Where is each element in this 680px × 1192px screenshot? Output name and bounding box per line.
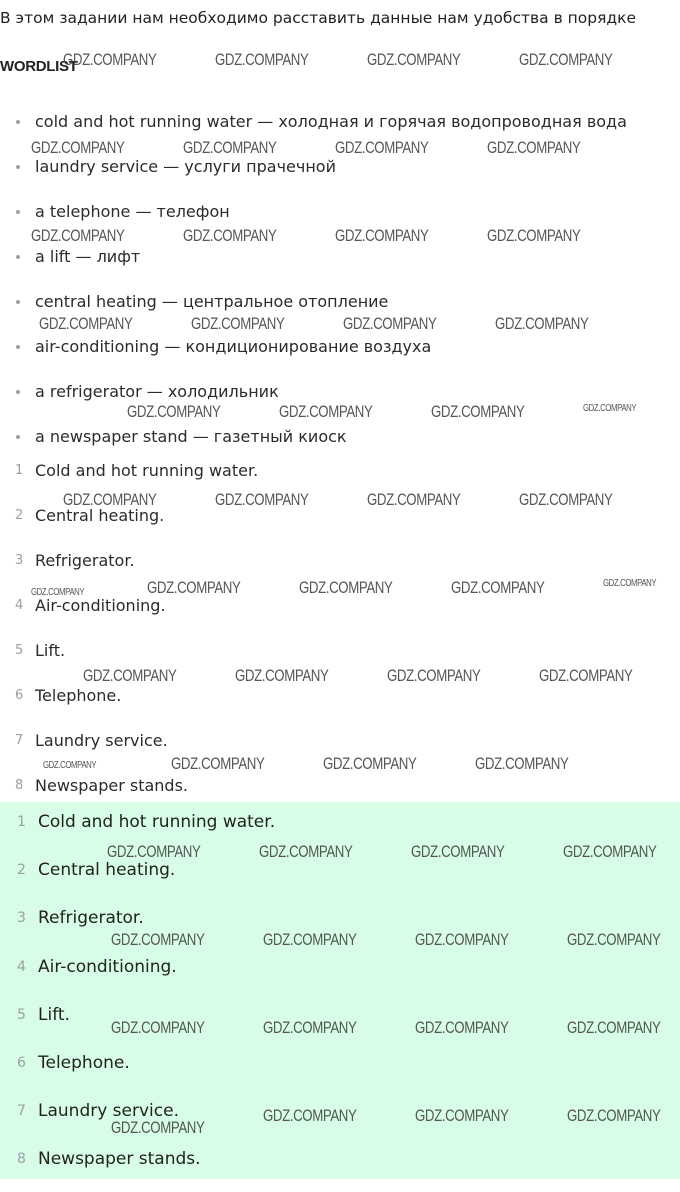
wordlist-entry: a telephone — телефон [35, 202, 230, 221]
wordlist-entry: air-conditioning — кондиционирование воздуха [35, 337, 432, 356]
watermark-text: GDZ.COMPANY [263, 1106, 357, 1125]
watermark-text: GDZ.COMPANY [83, 666, 177, 685]
answer-text: Telephone. [38, 1052, 130, 1073]
watermark-text: GDZ.COMPANY [367, 50, 461, 69]
watermark-text: GDZ.COMPANY [235, 666, 329, 685]
watermark-text: GDZ.COMPANY [387, 666, 481, 685]
watermark-text: GDZ.COMPANY [111, 930, 205, 949]
item-number: 4 [17, 958, 26, 975]
item-number: 6 [17, 1054, 26, 1071]
item-number: 7 [17, 1103, 26, 1120]
watermark-text: GDZ.COMPANY [519, 490, 613, 509]
watermark-text: GDZ.COMPANY [495, 314, 589, 333]
watermark-text: GDZ.COMPANY [563, 842, 657, 861]
watermark-text: GDZ.COMPANY [63, 490, 157, 509]
watermark-text: GDZ.COMPANY [451, 578, 545, 597]
answer-item [0, 1143, 275, 1191]
item-number: 6 [15, 688, 24, 703]
watermark-text: GDZ.COMPANY [263, 930, 357, 949]
wordlist-entry: a refrigerator — холодильник [35, 382, 279, 401]
watermark-text: GDZ.COMPANY [539, 666, 633, 685]
watermark-text: GDZ.COMPANY [567, 930, 661, 949]
watermark-text: GDZ.COMPANY [215, 490, 309, 509]
wordlist-heading: WORDLIST [0, 58, 78, 75]
list-item [0, 333, 627, 378]
ranking-text: Cold and hot running water. [35, 461, 259, 480]
watermark-text: GDZ.COMPANY [191, 314, 285, 333]
watermark-text: GDZ.COMPANY [603, 578, 657, 589]
watermark-text: GDZ.COMPANY [183, 138, 277, 157]
list-item [0, 243, 627, 288]
watermark-text: GDZ.COMPANY [171, 754, 265, 773]
wordlist-entry: central heating — центральное отопление [35, 292, 389, 311]
watermark-text: GDZ.COMPANY [475, 754, 569, 773]
watermark-text: GDZ.COMPANY [567, 1106, 661, 1125]
watermark-text: GDZ.COMPANY [487, 138, 581, 157]
answer-item [0, 1047, 275, 1095]
watermark-text: GDZ.COMPANY [567, 1018, 661, 1037]
watermark-text: GDZ.COMPANY [215, 50, 309, 69]
ranking-text: Refrigerator. [35, 551, 135, 570]
wordlist-entry: laundry service — услуги прачечной [35, 157, 336, 176]
watermark-text: GDZ.COMPANY [43, 760, 97, 771]
watermark-text: GDZ.COMPANY [279, 402, 373, 421]
item-number: 1 [15, 463, 24, 478]
item-number: 5 [15, 643, 24, 658]
answer-text: Central heating. [38, 860, 176, 881]
list-item [0, 153, 627, 198]
ranking-text: Lift. [35, 641, 66, 660]
intro-text: В этом задании нам необходимо расставить данные нам удобства в порядке [0, 9, 637, 27]
watermark-text: GDZ.COMPANY [335, 226, 429, 245]
ranking-text: Central heating. [35, 506, 165, 525]
ranking-text: Laundry service. [35, 731, 168, 750]
watermark-text: GDZ.COMPANY [335, 138, 429, 157]
watermark-text: GDZ.COMPANY [415, 1106, 509, 1125]
watermark-text: GDZ.COMPANY [147, 578, 241, 597]
item-number: 8 [17, 1151, 26, 1168]
item-number: 2 [17, 862, 26, 879]
bullet-icon [16, 345, 20, 349]
item-number: 1 [17, 814, 26, 830]
ranking-text: Air-conditioning. [35, 596, 166, 615]
bullet-icon [16, 390, 20, 394]
watermark-text: GDZ.COMPANY [31, 138, 125, 157]
item-number: 7 [15, 733, 24, 748]
watermark-text: GDZ.COMPANY [31, 226, 125, 245]
watermark-text: GDZ.COMPANY [111, 1018, 205, 1037]
watermark-text: GDZ.COMPANY [415, 1018, 509, 1037]
watermark-text: GDZ.COMPANY [519, 50, 613, 69]
watermark-text: GDZ.COMPANY [127, 402, 221, 421]
wordlist-entry: a lift — лифт [35, 247, 141, 266]
watermark-text: GDZ.COMPANY [299, 578, 393, 597]
item-number: 5 [17, 1006, 26, 1023]
answer-text: Refrigerator. [38, 908, 144, 929]
item-number: 8 [15, 778, 24, 793]
watermark-text: GDZ.COMPANY [415, 930, 509, 949]
item-number: 3 [15, 553, 24, 568]
answer-item [0, 951, 275, 999]
bullet-icon [16, 300, 20, 304]
watermark-text: GDZ.COMPANY [487, 226, 581, 245]
item-number: 3 [17, 910, 26, 927]
watermark-text: GDZ.COMPANY [111, 1118, 205, 1137]
watermark-text: GDZ.COMPANY [431, 402, 525, 421]
item-number: 4 [15, 598, 24, 613]
bullet-icon [16, 255, 20, 259]
watermark-text: GDZ.COMPANY [107, 842, 201, 861]
ranking-item [0, 592, 258, 637]
watermark-text: GDZ.COMPANY [411, 842, 505, 861]
watermark-text: GDZ.COMPANY [583, 403, 637, 414]
watermark-text: GDZ.COMPANY [63, 50, 157, 69]
ranking-item [0, 682, 258, 727]
bullet-icon [16, 435, 20, 439]
bullet-icon [16, 120, 20, 124]
ranking-text: Telephone. [35, 686, 122, 705]
answer-text: Laundry service. [38, 1101, 179, 1122]
ranking-text: Newspaper stands. [35, 776, 188, 795]
watermark-text: GDZ.COMPANY [323, 754, 417, 773]
answer-text: Air-conditioning. [38, 956, 177, 977]
answer-text: Cold and hot running water. [38, 812, 276, 832]
watermark-text: GDZ.COMPANY [183, 226, 277, 245]
bullet-icon [16, 210, 20, 214]
watermark-text: GDZ.COMPANY [343, 314, 437, 333]
bullet-icon [16, 165, 20, 169]
answer-text: Newspaper stands. [38, 1149, 201, 1170]
item-number: 2 [15, 508, 24, 523]
watermark-text: GDZ.COMPANY [367, 490, 461, 509]
wordlist-entry: cold and hot running water — холодная и горячая водопроводная вода [35, 112, 627, 131]
watermark-text: GDZ.COMPANY [263, 1018, 357, 1037]
watermark-text: GDZ.COMPANY [259, 842, 353, 861]
wordlist-entry: a newspaper stand — газетный киоск [35, 427, 347, 446]
watermark-text: GDZ.COMPANY [39, 314, 133, 333]
watermark-text: GDZ.COMPANY [31, 587, 85, 598]
answer-text: Lift. [38, 1004, 70, 1025]
